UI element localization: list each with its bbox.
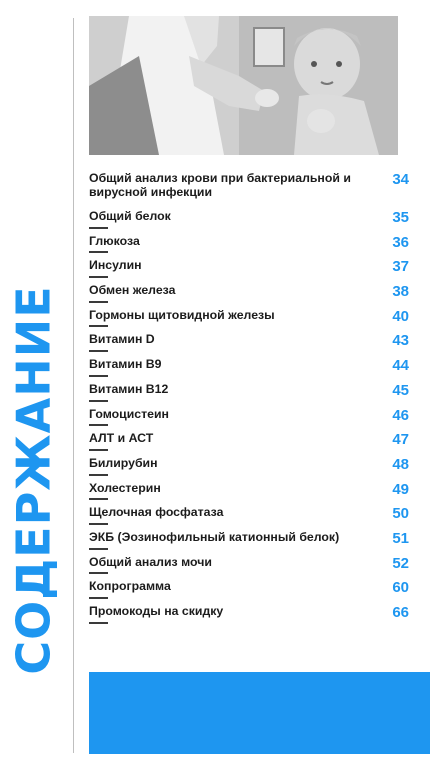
entry-underline: [89, 597, 108, 599]
toc-entry-page: 47: [392, 431, 409, 449]
toc-entry-title: Копрограмма: [89, 579, 171, 594]
toc-entry-page: 52: [392, 554, 409, 572]
entry-underline: [89, 449, 108, 451]
toc-entry[interactable]: [89, 354, 409, 379]
table-of-contents: [89, 168, 409, 626]
toc-entry-title: ЭКБ (Эозинофильный катионный белок): [89, 529, 340, 544]
toc-entry[interactable]: [89, 527, 409, 552]
contents-heading-text: СОДЕРЖАНИЕ: [7, 285, 61, 675]
header-photo: [89, 16, 398, 155]
entry-underline: [89, 375, 108, 377]
entry-underline: [89, 622, 108, 624]
toc-entry-title: Инсулин: [89, 258, 142, 273]
toc-entry[interactable]: [89, 502, 409, 527]
toc-entry[interactable]: [89, 255, 409, 280]
entry-underline: [89, 424, 108, 426]
toc-entry[interactable]: [89, 206, 409, 231]
toc-entry-page: 51: [392, 529, 409, 547]
toc-entry[interactable]: [89, 404, 409, 429]
toc-entry-title: Обмен железа: [89, 283, 176, 298]
toc-entry-title: Холестерин: [89, 480, 161, 495]
toc-entry[interactable]: [89, 601, 409, 626]
toc-entry[interactable]: [89, 280, 409, 305]
toc-entry-page: 36: [392, 233, 409, 251]
toc-entry-page: 34: [392, 171, 409, 188]
toc-entry-page: 48: [392, 455, 409, 473]
toc-entry-page: 45: [392, 381, 409, 399]
toc-entry[interactable]: [89, 478, 409, 503]
doctor-with-baby-photo-icon: [89, 16, 398, 155]
entry-underline: [89, 227, 108, 229]
toc-entry[interactable]: [89, 428, 409, 453]
entry-underline: [89, 548, 108, 550]
toc-entry-title: АЛТ и АСТ: [89, 431, 154, 446]
toc-entry-page: 50: [392, 505, 409, 523]
toc-entry[interactable]: [89, 231, 409, 256]
toc-entry[interactable]: [89, 379, 409, 404]
entry-underline: [89, 572, 108, 574]
toc-entry-title: Общий анализ крови при бактериальной и вирусной инфекции: [89, 171, 351, 199]
toc-entry-page: 60: [392, 579, 409, 597]
toc-entry[interactable]: [89, 168, 409, 206]
entry-underline: [89, 251, 108, 253]
entry-underline: [89, 474, 108, 476]
accent-block: [89, 672, 430, 754]
vertical-divider: [73, 18, 74, 753]
toc-entry-page: 46: [392, 406, 409, 424]
toc-entry[interactable]: [89, 453, 409, 478]
entry-underline: [89, 301, 108, 303]
toc-entry[interactable]: [89, 576, 409, 601]
toc-entry[interactable]: [89, 329, 409, 354]
toc-entry[interactable]: [89, 305, 409, 330]
toc-entry-page: 35: [392, 209, 409, 226]
toc-entry-title: Щелочная фосфатаза: [89, 505, 224, 520]
toc-entry-page: 38: [392, 283, 409, 301]
toc-entry-page: 66: [392, 604, 409, 621]
entry-underline: [89, 498, 108, 500]
toc-entry-page: 43: [392, 332, 409, 350]
toc-entry[interactable]: [89, 552, 409, 577]
toc-entry-title: Общий анализ мочи: [89, 554, 212, 569]
toc-entry-title: Гормоны щитовидной железы: [89, 307, 275, 322]
toc-entry-title: Билирубин: [89, 455, 158, 470]
toc-entry-page: 37: [392, 258, 409, 276]
contents-heading: [6, 230, 62, 730]
toc-entry-title: Гомоцистеин: [89, 406, 169, 421]
toc-entry-page: 49: [392, 480, 409, 498]
toc-entry-title: Витамин D: [89, 332, 155, 347]
toc-entry-title: Общий белок: [89, 209, 171, 223]
entry-underline: [89, 325, 108, 327]
toc-entry-title: Витамин B12: [89, 381, 169, 396]
toc-entry-page: 40: [392, 307, 409, 325]
entry-underline: [89, 400, 108, 402]
entry-underline: [89, 350, 108, 352]
entry-underline: [89, 523, 108, 525]
toc-entry-title: Витамин B9: [89, 357, 162, 372]
toc-entry-title: Промокоды на скидку: [89, 604, 224, 618]
toc-entry-page: 44: [392, 357, 409, 375]
toc-entry-title: Глюкоза: [89, 233, 140, 248]
entry-underline: [89, 276, 108, 278]
